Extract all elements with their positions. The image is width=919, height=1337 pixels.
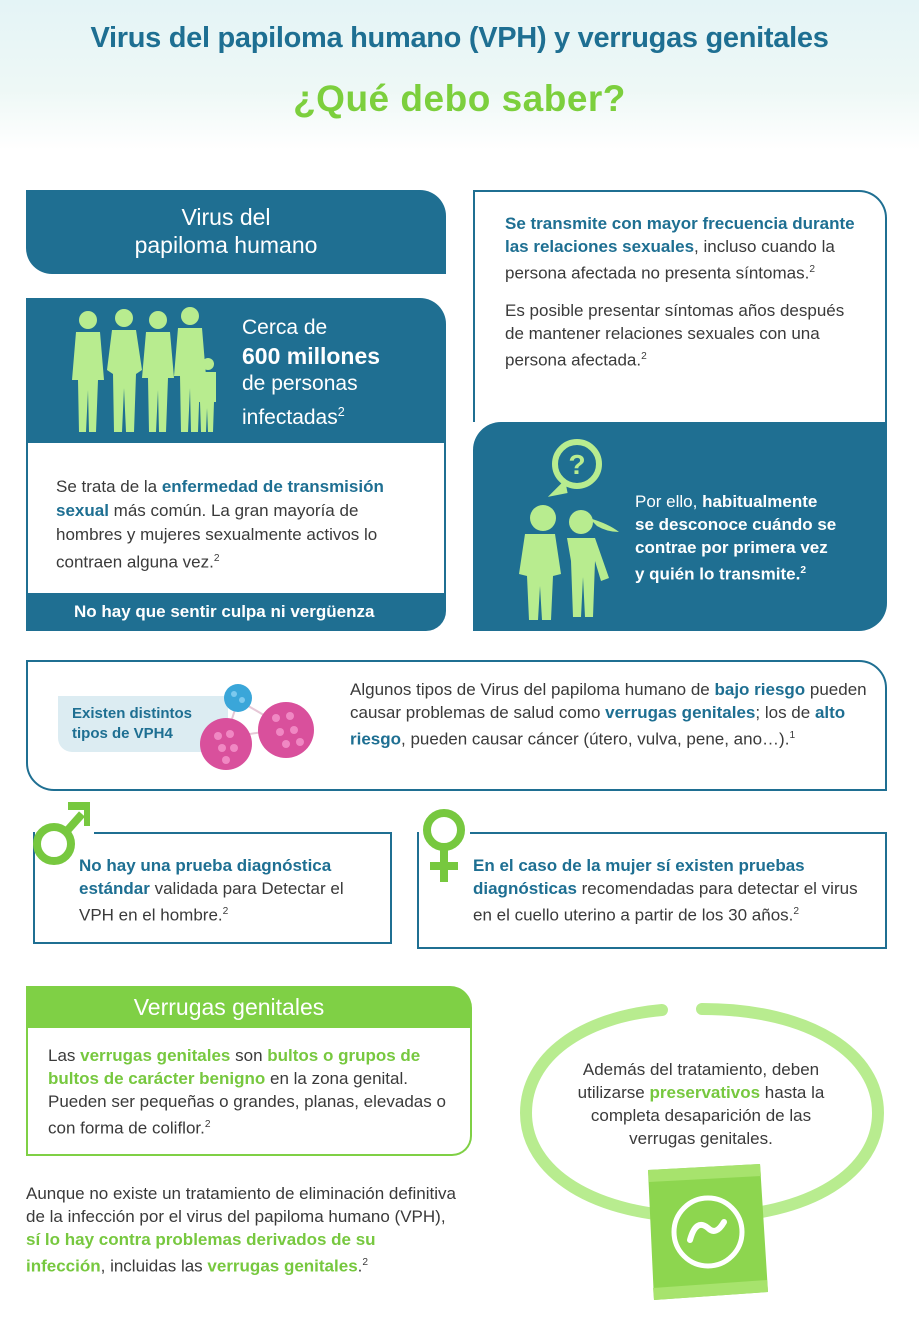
male-diagnosis-box: No hay una prueba diagnóstica estándar validada para Detectar el VPH en el hombre.$^2$ [33,832,392,944]
virus-cells-icon [198,682,318,777]
transmission-info [473,190,887,422]
couple-kissing-icon [491,434,631,624]
vph-types-panel [26,660,887,791]
vph-types-text: Algunos tipos de Virus del papiloma humano de bajo riesgo pueden causar problemas de salud como verrugas genitales; los de alto riesgo, pueden causar cáncer (útero, vulva, pene, ano…).$^1$ [350,680,867,749]
vph-heading-line1: Virus del [181,204,271,230]
question-bubble-icon: ? [568,449,586,480]
female-symbol-icon [418,808,470,884]
stats-line1: Cerca de [242,316,328,339]
people-silhouettes-icon [66,306,216,436]
female-diagnosis-box: En el caso de la mujer sí existen pruebas diagnósticas recomendadas para detectar el virus en el cuello uterino a partir de los 30 años.$^2$ [417,832,887,949]
vph-types-label: Existen distintos tipos de VPH4 [58,696,228,752]
vph-heading [26,190,446,274]
unknown-origin-panel [473,422,887,631]
condom-advice-text: Además del tratamiento, deben utilizarse preservativos hasta la completa desaparición de las verrugas genitales. [577,1060,825,1148]
no-guilt-banner: No hay que sentir culpa ni vergüenza [26,593,446,631]
infected-stats-panel [26,298,446,443]
page-title: Virus del papiloma humano (VPH) y verrugas genitales [90,22,829,54]
transmission-paragraph-2: Es posible presentar síntomas años después de mantener relaciones sexuales con una persona afectada.$^2$ [505,300,845,370]
infected-stats-text [242,314,380,432]
unknown-origin-text: Por ello, habitualmente se desconoce cuándo se contrae por primera vez y quién lo transmite.$^2$ [635,492,837,584]
warts-description: Las verrugas genitales son bultos o grupos de bultos de carácter benigno en la zona genital. Pueden ser pequeñas o grandes, planas, elevadas o con forma de coliflor.$^2$ [26,1028,472,1156]
std-highlight: enfermedad de transmisión sexual [56,477,384,520]
stats-line4: infectadas$^2$ [242,405,345,429]
male-symbol-icon [30,800,90,870]
condom-package-icon [634,1160,774,1305]
page-subtitle: ¿Qué debo saber? [293,78,626,119]
warts-heading: Verrugas genitales [26,986,472,1028]
treatment-text: Aunque no existe un tratamiento de eliminación definitiva de la infección por el virus del papiloma humano (VPH), sí lo hay contra problemas derivados de su infección, incluidas las verrugas genitales.$^2$ [26,1184,456,1276]
vph-heading-line2: papiloma humano [134,232,318,258]
stats-number: 600 millones [242,343,381,369]
stats-line3: de personas [242,372,358,395]
transmission-paragraph-1: Se transmite con mayor frecuencia durante las relaciones sexuales, incluso cuando la persona afectada no presenta síntomas.$^2$ [505,214,855,283]
std-description: Se trata de la enfermedad de transmisión sexual más común. La gran mayoría de hombres y mujeres sexualmente activos lo contraen alguna vez.$^2$ [26,443,446,593]
